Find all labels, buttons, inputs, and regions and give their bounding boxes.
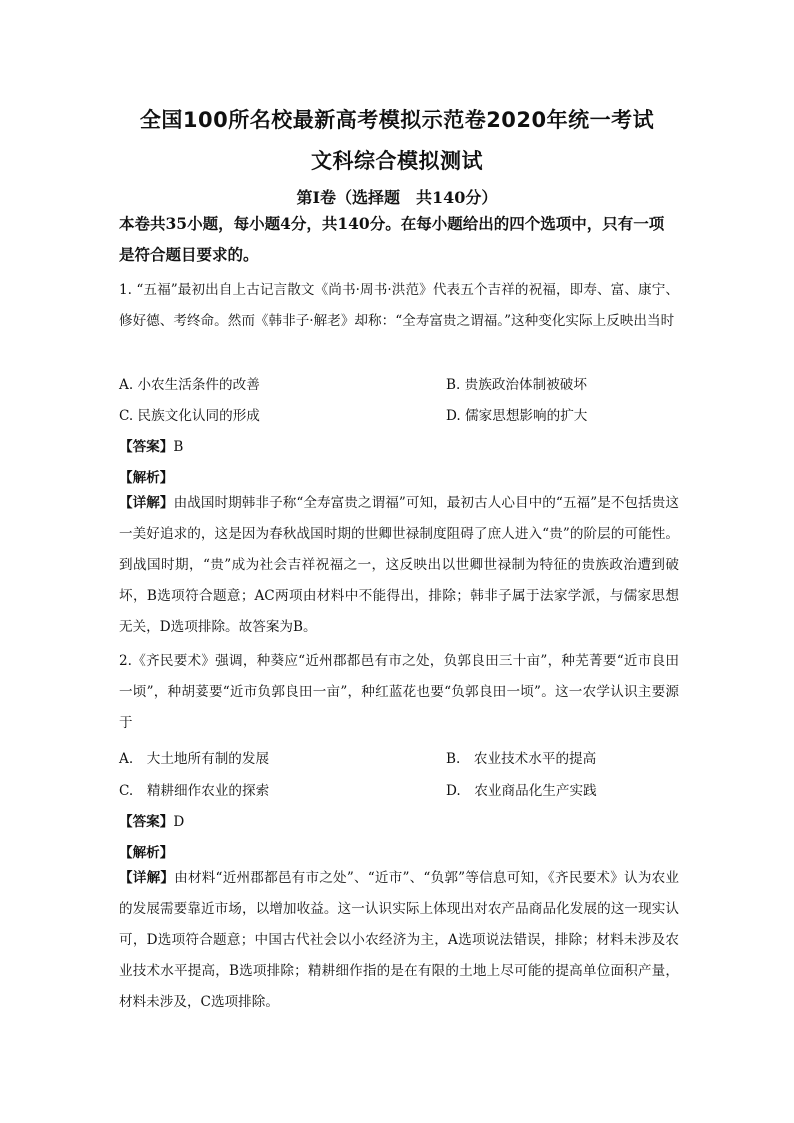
section-heading: 第I卷（选择题 共140分）	[296, 188, 498, 207]
q2-option-d: D. 农业商品化生产实践	[446, 783, 597, 799]
answer-value: B	[173, 439, 184, 455]
answer-tag: 【答案】	[119, 814, 174, 830]
detail-tag: 【详解】	[119, 870, 175, 886]
q1-option-a: A. 小农生活条件的改善	[119, 377, 260, 393]
page-subtitle: 文科综合模拟测试	[311, 149, 483, 173]
q2-detail	[119, 863, 679, 1018]
q1-answer	[119, 435, 679, 455]
instructions: 本卷共35小题，每小题4分，共140分。在每小题给出的四个选项中，只有一项是符合题目要求的。	[119, 214, 665, 264]
q2-option-b: B. 农业技术水平的提高	[446, 751, 597, 767]
answer-value: D	[173, 814, 185, 830]
detail-text: 由战国时期韩非子称“全寿富贵之谓福”可知，最初古人心目中的“五福”是不包括贵这一美好追求的，这是因为春秋战国时期的世卿世禄制度阻碍了庶人进入“贵”的阶层的可能性。到战国时期，“贵”成为社会吉祥祝福之一，这反映出以世卿世禄制为特征的贵族政治遭到破坏，B选项符合题意；AC两项由材料中不能得出，排除；韩非子属于法家学派，与儒家思想无关，D选项排除。故答案为B。	[119, 495, 680, 635]
q1-option-d: D. 儒家思想影响的扩大	[446, 408, 588, 424]
answer-tag: 【答案】	[119, 439, 174, 455]
q2-option-a: A. 大土地所有制的发展	[119, 751, 270, 767]
q2-answer	[119, 810, 679, 830]
q2-option-c: C. 精耕细作农业的探索	[119, 783, 270, 799]
q1-option-b: B. 贵族政治体制被破坏	[446, 377, 587, 393]
q1-detail	[119, 488, 679, 643]
q2-analysis-tag: 【解析】	[119, 845, 174, 861]
question-2-stem: 2.《齐民要术》强调，种葵应“近州郡都邑有市之处，负郭良田三十亩”，种芜菁要“近市良田一顷”，种胡荽要“近市负郭良田一亩”，种红蓝花也要“负郭良田一顷”。这一农学认识主要源于	[119, 653, 679, 731]
question-1-stem: 1. “五福”最初出自上古记言散文《尚书·周书·洪范》代表五个吉祥的祝福，即寿、富、康宁、修好德、考终命。然而《韩非子·解老》却称：“全寿富贵之谓福。”这种变化实际上反映出当时	[119, 282, 679, 329]
page-title: 全国100所名校最新高考模拟示范卷2020年统一考试	[139, 108, 655, 132]
detail-text: 由材料“近州郡都邑有市之处”、“近市”、“负郭”等信息可知，《齐民要术》认为农业的发展需要靠近市场，以增加收益。这一认识实际上体现出对农产品商品化发展的这一现实认可，D选项符合题意；中国古代社会以小农经济为主，A选项说法错误，排除；材料未涉及农业技术水平提高，B选项排除；精耕细作指的是在有限的土地上尽可能的提高单位面积产量，材料未涉及，C选项排除。	[119, 870, 679, 1010]
detail-tag: 【详解】	[119, 495, 174, 511]
q1-analysis-tag: 【解析】	[119, 470, 174, 486]
q1-option-c: C. 民族文化认同的形成	[119, 408, 260, 424]
